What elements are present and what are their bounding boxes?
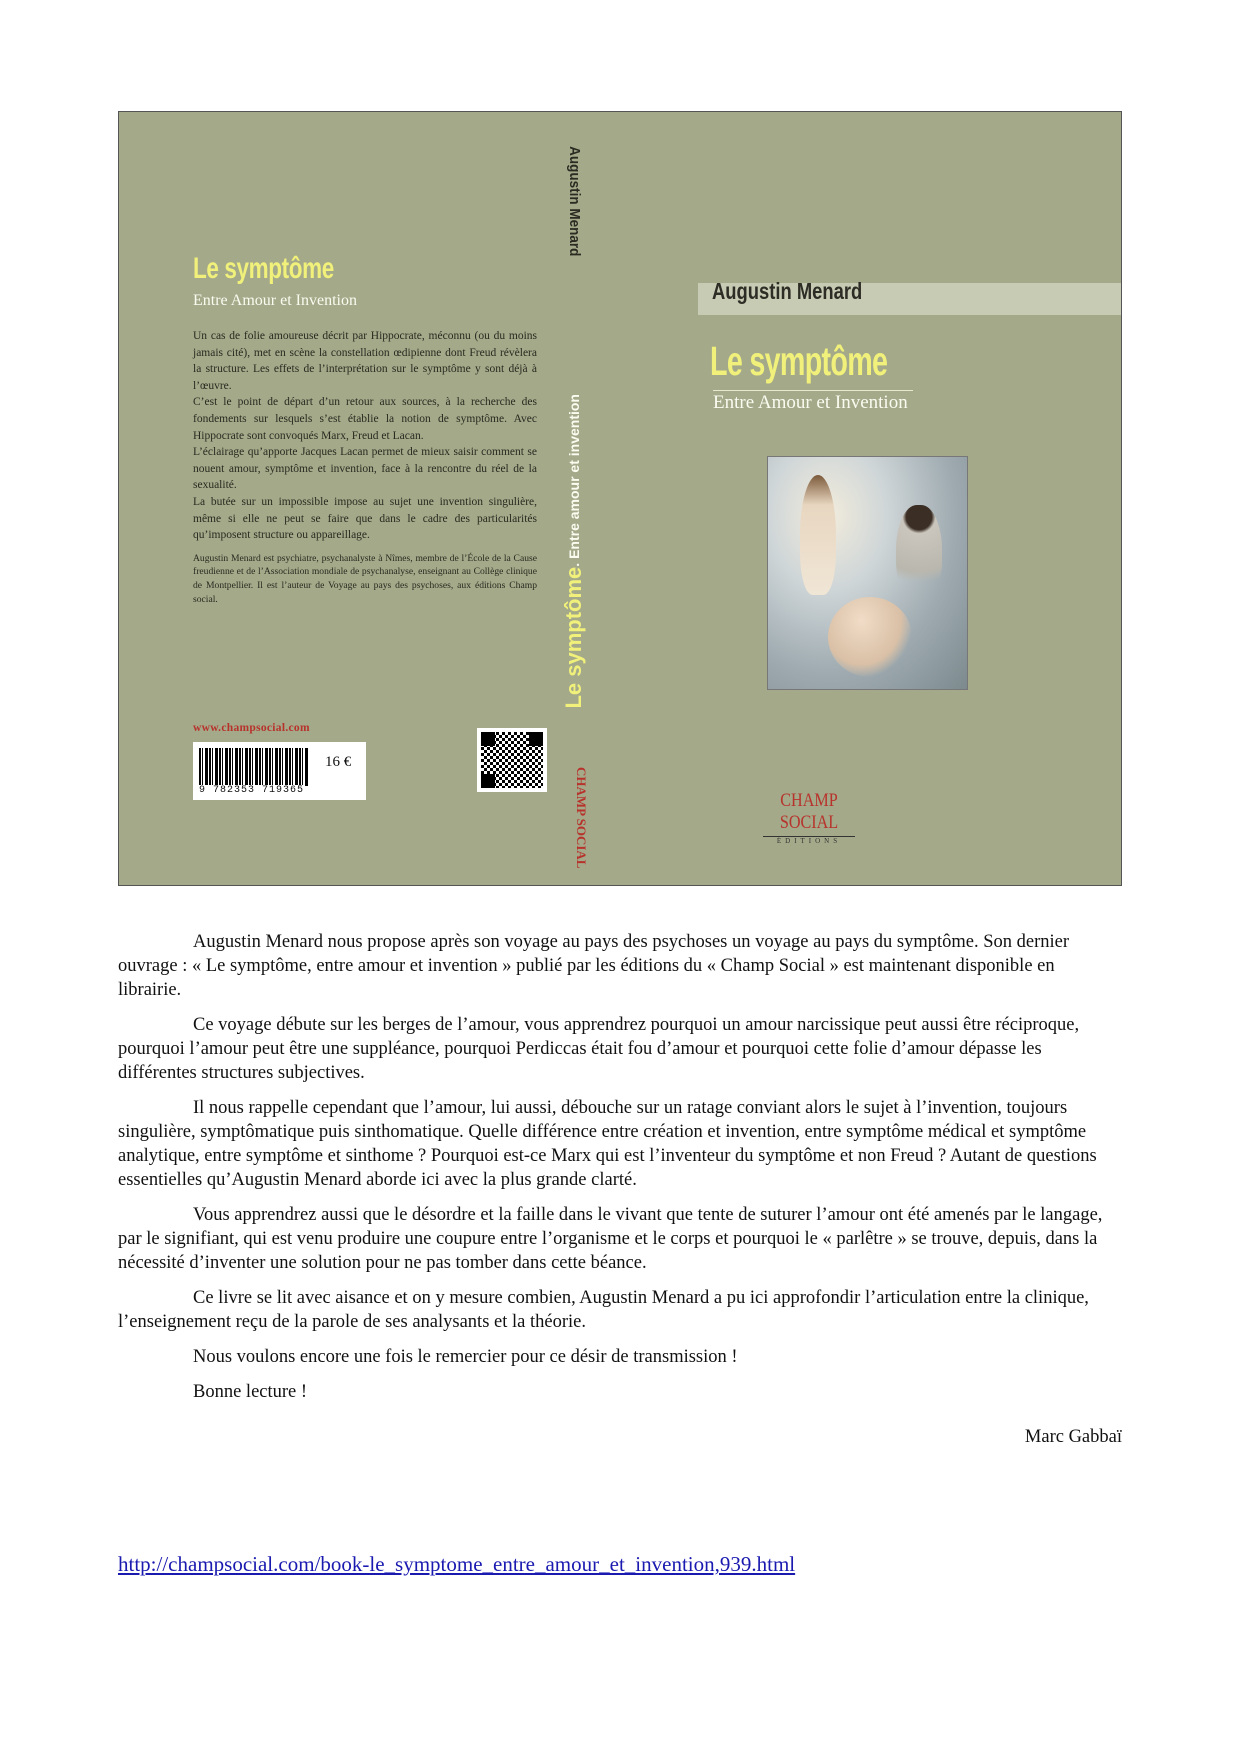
spine-title-sub: . Entre amour et invention <box>566 394 582 567</box>
book-page-link[interactable]: http://champsocial.com/book-le_symptome_entre_amour_et_invention,939.html <box>118 1552 796 1576</box>
painting-figure <box>828 597 912 677</box>
spine-title <box>561 394 587 709</box>
front-title-rule <box>713 390 913 391</box>
book-cover-image <box>118 111 1122 886</box>
article-paragraph: Ce voyage débute sur les berges de l’amour, vous apprendrez pourquoi un amour narcissique peut aussi être réciproque, pourquoi l’amour peut être une suppléance, pourquoi Perdiccas était fou d’amour et pourquoi cette folie d’amour dépasse les différentes structures subjectives. <box>118 1015 1080 1083</box>
author-bio: Augustin Menard est psychiatre, psychanalyste à Nîmes, membre de l’École de la Cause freudienne et de l’Association mondiale de psychanalyse, enseignant au Collège clinique de Montpellier. Il est l’auteur de Voyage au pays des psychoses, aux éditions Champ social. <box>193 552 537 605</box>
front-cover-author: Augustin Menard <box>712 278 863 304</box>
article-paragraph: Augustin Menard nous propose après son voyage au pays des psychoses un voyage au pays du symptôme. Son dernier ouvrage : « Le symptôme, entre amour et invention » publié par les éditions du « Champ Social » est maintenant disponible en librairie. <box>118 932 1070 1000</box>
painting-figure <box>896 505 942 605</box>
barcode <box>193 742 366 800</box>
publisher-logo <box>749 790 869 845</box>
cover-painting <box>767 456 968 690</box>
article-paragraph: Ce livre se lit avec aisance et on y mesure combien, Augustin Menard a pu ici approfondir l’articulation entre la clinique, l’enseignement reçu de la parole de ses analysants et la théorie. <box>118 1288 1089 1332</box>
spine-title-main: Le symptôme <box>561 566 586 709</box>
painting-figure <box>800 475 836 595</box>
blurb-paragraph: Un cas de folie amoureuse décrit par Hippocrate, méconnu (ou du moins jamais cité), met en scène la constellation œdipienne dont Freud révèlera la structure. Les effets de l’interprétation sur le symptôme y sont déjà à l’œuvre. <box>193 330 537 392</box>
isbn-number: 9 782353 719365 <box>199 785 305 796</box>
article-paragraph: Nous voulons encore une fois le remercier pour ce désir de transmission ! <box>193 1347 738 1367</box>
price-label: 16 € <box>325 754 352 770</box>
article-paragraph: Il nous rappelle cependant que l’amour, lui aussi, débouche sur un ratage conviant alors le sujet à l’invention, toujours singulière, symptômatique puis sinthomatique. Quelle différence entre création et invention, entre symptôme médical et symptôme analytique, entre symptôme et sinthome ? Pourquoi est-ce Marx qui est l’inventeur du symptôme et non Freud ? Autant de questions essentielles qu’Augustin Menard aborde ici avec la plus grande clarté. <box>118 1098 1097 1190</box>
article-paragraph: Bonne lecture ! <box>193 1382 308 1402</box>
publisher-logo-name: CHAMP SOCIAL <box>779 790 839 833</box>
publisher-logo-sub: ÉDITIONS <box>776 837 842 845</box>
blurb-paragraph: La butée sur un impossible impose au sujet une invention singulière, même si elle ne peut se faire que dans le cadre des particularités qu’imposent structure ou appareillage. <box>193 495 537 542</box>
blurb-paragraph: L’éclairage qu’apporte Jacques Lacan permet de mieux saisir comment se nouent amour, symptôme et invention, face à la rencontre du réel de la sexualité. <box>193 446 537 492</box>
review-article <box>118 930 1122 1415</box>
book-spine <box>561 112 617 886</box>
back-cover-blurb <box>193 328 537 606</box>
front-cover-title: Le symptôme <box>710 338 888 384</box>
blurb-paragraph: C’est le point de départ d’un retour aux sources, à la recherche des fondements sur lesquels s’est établie la notion de symptôme. Avec Hippocrate sont convoqués Marx, Freud et Lacan. <box>193 396 537 442</box>
back-cover-title: Le symptôme <box>193 252 334 285</box>
author-signature: Marc Gabbaï <box>1024 1427 1122 1447</box>
article-paragraph: Vous apprendrez aussi que le désordre et la faille dans le vivant que tente de suturer l’amour ont été amenés par le langage, par le signifiant, qui est venu produire une coupure entre l’organisme et le corps et pourquoi le « parlêtre » se trouve, depuis, dans la nécessité d’inventer une solution pour ne pas tomber dans cette béance. <box>118 1205 1103 1273</box>
publisher-website: www.champsocial.com <box>193 722 310 734</box>
back-cover-subtitle: Entre Amour et Invention <box>193 292 357 309</box>
front-cover-subtitle: Entre Amour et Invention <box>713 392 908 413</box>
spine-publisher: CHAMP SOCIAL <box>574 767 589 869</box>
barcode-bars <box>199 748 309 786</box>
qr-code-icon <box>477 728 547 792</box>
spine-author: Augustin Menard <box>566 146 583 257</box>
